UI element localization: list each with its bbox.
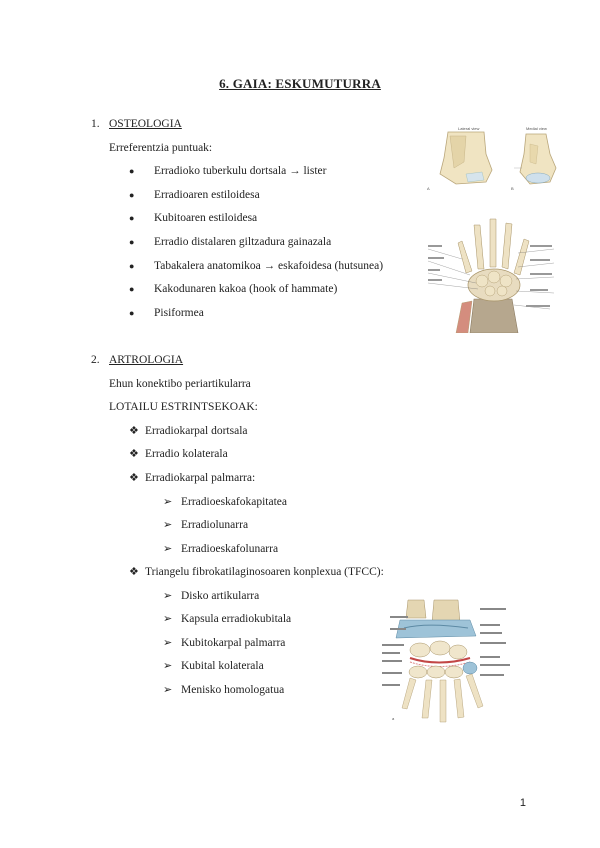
group-label: Erradiokarpal dortsala — [145, 425, 248, 437]
list-item — [129, 565, 139, 579]
sub-item-text: Erradioeskafolunarra — [181, 543, 279, 555]
bullet-icon: ● — [129, 284, 135, 294]
bullet-icon: ● — [129, 308, 135, 318]
arrowhead-bullet-icon: ➢ — [163, 637, 173, 649]
section-1-number: 1. — [91, 118, 100, 130]
section-2-subheading: LOTAILU ESTRINTSEKOAK: — [109, 401, 258, 413]
list-item — [163, 542, 172, 556]
svg-text:Lateral view: Lateral view — [458, 126, 480, 131]
sub-item-text: Disko artikularra — [181, 590, 260, 602]
list-item — [163, 636, 172, 650]
list-item-text: Kubitoaren estiloidesa — [154, 212, 258, 224]
sub-item-text: Menisko homologatua — [181, 684, 285, 696]
bullet-icon: ● — [129, 237, 135, 247]
arrowhead-bullet-icon: ➢ — [163, 496, 173, 508]
group-label: Triangelu fibrokatilaginosoaren konplexua (TFCC): — [145, 566, 384, 578]
group-label: Erradiokarpal palmarra: — [145, 472, 256, 484]
diamond-bullet-icon: ❖ — [129, 566, 139, 578]
list-item — [129, 282, 134, 296]
sub-item-text: Kubital kolaterala — [181, 660, 264, 672]
list-item-text: Erradioko tuberkulu dortsala → lister — [154, 165, 327, 177]
list-item-text: Kakodunaren kakoa (hook of hammate) — [154, 283, 338, 295]
list-item — [163, 659, 172, 673]
arrowhead-bullet-icon: ➢ — [163, 543, 173, 555]
section-1-heading: OSTEOLOGIA — [109, 118, 182, 130]
list-item — [129, 188, 134, 202]
list-item — [163, 683, 172, 697]
arrowhead-bullet-icon: ➢ — [163, 519, 173, 531]
sub-item-text: Erradioeskafokapitatea — [181, 496, 287, 508]
bullet-icon: ● — [129, 166, 135, 176]
list-item — [163, 589, 172, 603]
page-number: 1 — [519, 797, 526, 809]
wrist-dorsal-figure — [426, 215, 556, 333]
list-item — [163, 495, 172, 509]
arrowhead-bullet-icon: ➢ — [163, 660, 173, 672]
section-2-number: 2. — [91, 354, 100, 366]
section-2-intro: Ehun konektibo periartikularra — [109, 378, 251, 390]
svg-text:Medial view: Medial view — [526, 126, 547, 131]
list-item — [129, 447, 139, 461]
sub-item-text: Kapsula erradiokubitala — [181, 613, 292, 625]
sub-item-text: Kubitokarpal palmarra — [181, 637, 286, 649]
page-title: 6. GAIA: ESKUMUTURRA — [219, 76, 381, 91]
list-item — [129, 235, 134, 249]
sub-item-text: Erradiolunarra — [181, 519, 249, 531]
bullet-icon: ● — [129, 190, 135, 200]
bullet-icon: ● — [129, 261, 135, 271]
figure-label-a: A — [427, 186, 430, 191]
list-item — [129, 259, 134, 273]
section-2-heading: ARTROLOGIA — [109, 354, 184, 366]
diamond-bullet-icon: ❖ — [129, 448, 139, 460]
figure-label-b: B — [511, 186, 514, 191]
figure-label-a-small: a — [392, 716, 395, 721]
tfcc-figure — [380, 598, 516, 726]
group-label: Erradio kolaterala — [145, 448, 228, 460]
list-item — [129, 211, 134, 225]
list-item — [129, 164, 134, 178]
list-item-text: Erradioaren estiloidesa — [154, 189, 260, 201]
bullet-icon: ● — [129, 213, 135, 223]
diamond-bullet-icon: ❖ — [129, 472, 139, 484]
list-item-text: Erradio distalaren giltzadura gainazala — [154, 236, 332, 248]
radius-ulna-figure — [426, 124, 564, 194]
list-item — [129, 306, 134, 320]
list-item — [129, 471, 139, 485]
diamond-bullet-icon: ❖ — [129, 425, 139, 437]
list-item — [129, 424, 139, 438]
arrowhead-bullet-icon: ➢ — [163, 590, 173, 602]
list-item — [163, 518, 172, 532]
arrowhead-bullet-icon: ➢ — [163, 684, 173, 696]
list-item-text: Tabakalera anatomikoa → eskafoidesa (hutsunea) — [154, 260, 384, 272]
list-item — [163, 612, 172, 626]
arrowhead-bullet-icon: ➢ — [163, 613, 173, 625]
list-item-text: Pisiformea — [154, 307, 204, 319]
section-1-intro: Erreferentzia puntuak: — [109, 142, 213, 154]
